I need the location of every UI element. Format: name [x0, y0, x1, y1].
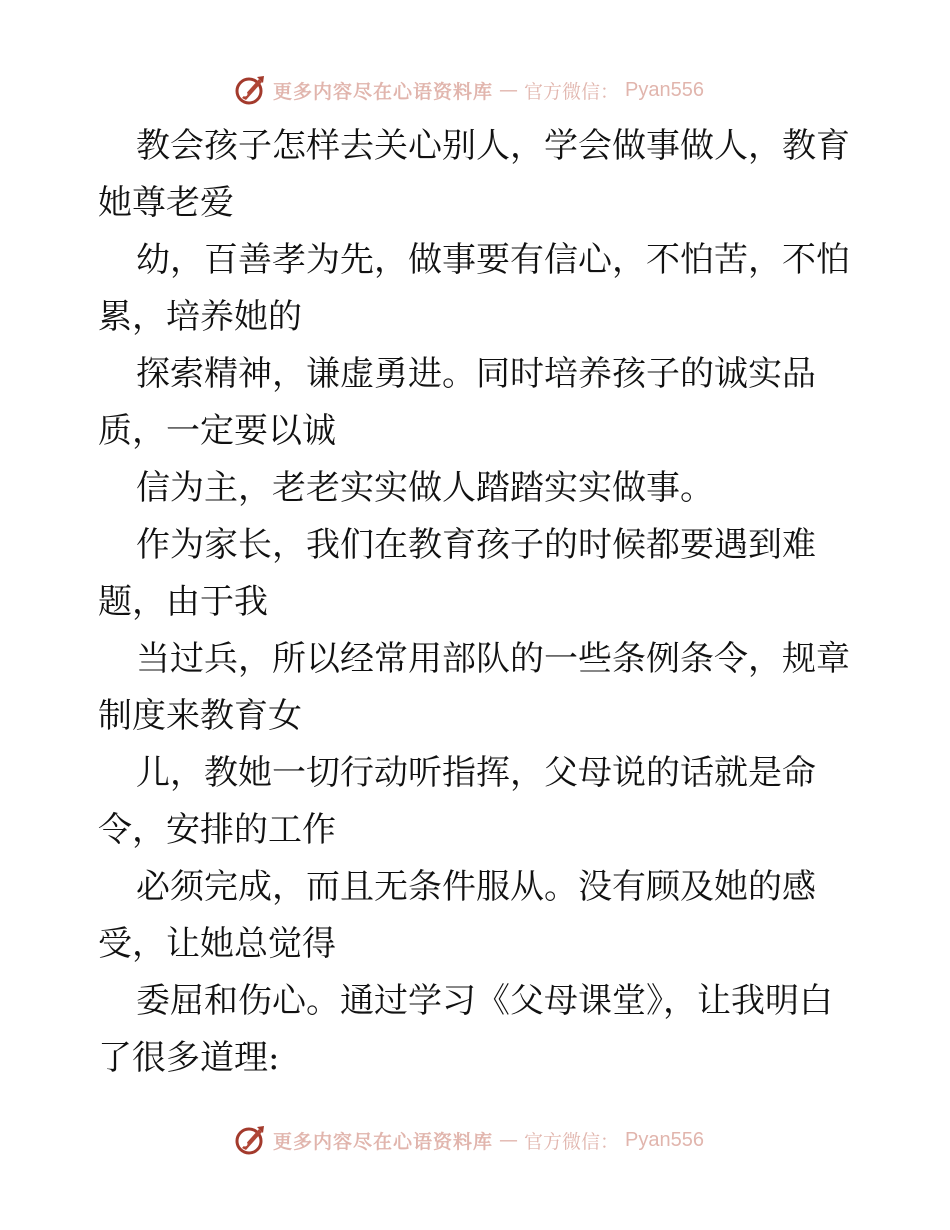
- footer-site-text: 更多内容尽在心语资料库: [273, 1130, 494, 1153]
- text-line: 题，由于我: [98, 582, 268, 622]
- header-wechat-id: Pyan556: [625, 78, 704, 101]
- text-line: 了很多道理:: [98, 1038, 280, 1078]
- text-line: 幼，百善孝为先，做事要有信心，不怕苦，不怕: [136, 240, 850, 280]
- text-line: 探索精神，谦虚勇进。同时培养孩子的诚实品: [136, 354, 816, 394]
- text-line: 儿，教她一切行动听指挥，父母说的话就是命: [136, 753, 816, 793]
- footer-watermark: [233, 1120, 704, 1160]
- quill-circle-logo-icon: [233, 73, 267, 107]
- text-line: 制度来教育女: [98, 696, 302, 736]
- header-separator: —: [499, 79, 519, 101]
- quill-circle-logo-icon: [233, 1123, 267, 1157]
- text-line: 她尊老爱: [98, 183, 234, 223]
- text-line: 作为家长，我们在教育孩子的时候都要遇到难: [136, 525, 816, 565]
- footer-wechat-id: Pyan556: [625, 1128, 704, 1151]
- header-wechat-label: 官方微信：: [524, 80, 620, 103]
- text-line: 教会孩子怎样去关心别人，学会做事做人，教育: [136, 126, 850, 166]
- text-line: 委屈和伤心。通过学习《父母课堂》，让我明白: [136, 981, 833, 1021]
- body-text: [98, 118, 858, 1087]
- header-site-text: 更多内容尽在心语资料库: [273, 80, 494, 103]
- header-watermark: [233, 70, 704, 110]
- footer-wechat-label: 官方微信：: [524, 1130, 620, 1153]
- text-line: 当过兵，所以经常用部队的一些条例条令，规章: [136, 639, 850, 679]
- footer-separator: —: [499, 1129, 519, 1151]
- text-line: 累，培养她的: [98, 297, 302, 337]
- text-line: 信为主，老老实实做人踏踏实实做事。: [136, 468, 714, 508]
- text-line: 令，安排的工作: [98, 810, 336, 850]
- text-line: 质，一定要以诚: [98, 411, 336, 451]
- text-line: 受，让她总觉得: [98, 924, 336, 964]
- text-line: 必须完成，而且无条件服从。没有顾及她的感: [136, 867, 816, 907]
